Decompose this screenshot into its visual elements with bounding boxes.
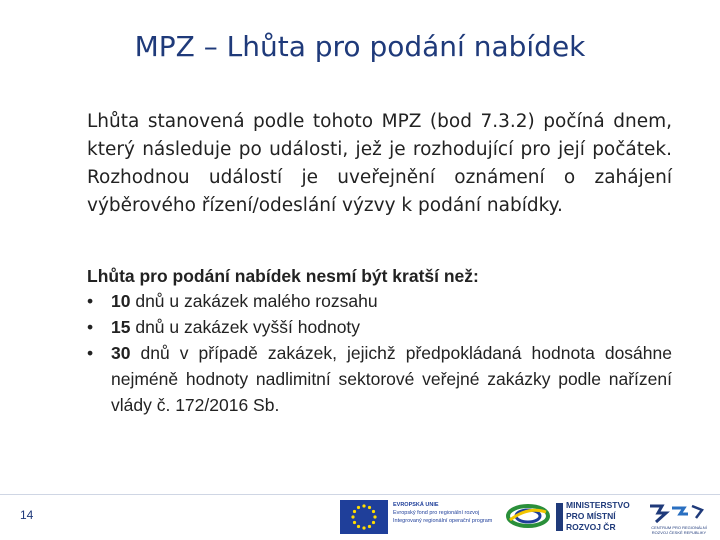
list-heading: Lhůta pro podání nabídek nesmí být kratší než: [87, 266, 479, 286]
mmr-text-line: ROZVOJ ČR [566, 522, 616, 532]
eu-text-line: Integrovaný regionální operační program [393, 518, 493, 524]
irop-logo-icon [506, 502, 550, 535]
bullet-icon: • [87, 291, 94, 311]
item-text: dnů u zakázek vyšší hodnoty [130, 317, 361, 337]
mmr-text-line: PRO MÍSTNÍ [566, 511, 616, 521]
days-number: 10 [111, 291, 131, 311]
eu-text-line: Evropský fond pro regionální rozvoj [393, 510, 480, 516]
list-item [87, 340, 672, 418]
mmr-logo-text [566, 500, 636, 533]
days-number: 15 [111, 317, 131, 337]
mmr-text-line: MINISTERSTVO [566, 500, 630, 510]
page-number: 14 [20, 508, 34, 522]
eu-fund-text [393, 501, 498, 525]
bullet-icon: • [87, 317, 94, 337]
list-item [87, 288, 672, 314]
slide-title: MPZ – Lhůta pro podání nabídek [134, 30, 586, 63]
list-item [87, 314, 672, 340]
intro-paragraph: Lhůta stanovená podle tohoto MPZ (bod 7.3.2) počíná dnem, který následuje po události, jež je rozhodující pro její počátek. Rozhodnou událostí je uveřejnění oznámení o zahájení výběrového řízení/odeslání výzvy k podání nabídky. [87, 111, 672, 216]
footer-divider [0, 494, 720, 495]
item-text: dnů v případě zakázek, jejichž předpokládaná hodnota dosáhne nejméně hodnoty nadlimitní sektorové veřejné zakázky podle nařízení vlády č. 172/2016 Sb. [111, 343, 672, 415]
deadline-list [87, 288, 672, 418]
eu-flag-icon [340, 500, 388, 534]
item-text: dnů u zakázek malého rozsahu [130, 291, 378, 311]
mmr-emblem-icon [556, 503, 563, 531]
bullet-icon: • [87, 343, 94, 363]
crr-logo-text: CENTRUM PRO REGIONÁLNÍ ROZVOJ ČESKÉ REPUBLIKY [651, 525, 707, 535]
days-number: 30 [111, 343, 131, 363]
eu-text-line: EVROPSKÁ UNIE [393, 502, 439, 508]
